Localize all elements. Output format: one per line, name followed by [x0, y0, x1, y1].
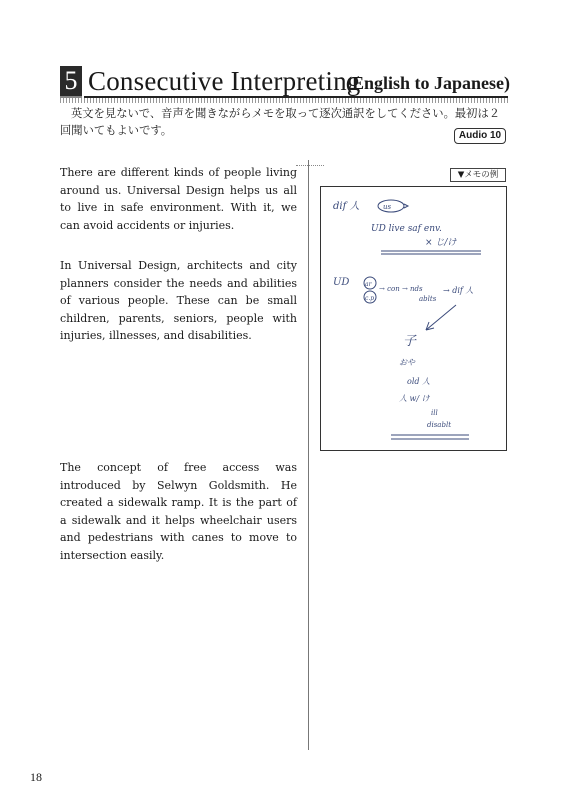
audio-badge[interactable]: Audio 10 [454, 128, 506, 144]
memo-note: → con → nds [379, 285, 423, 293]
memo-note: ar [365, 281, 372, 288]
memo-note: UD live saf env. [371, 224, 442, 234]
memo-example-label: ▼メモの例 [450, 168, 506, 182]
handwritten-memo [321, 187, 506, 450]
memo-note: UD [333, 277, 350, 288]
memo-arrow [426, 305, 456, 330]
section-subtitle: (English to Japanese) [346, 73, 511, 93]
memo-box [320, 186, 507, 451]
memo-note: × じ/け [425, 238, 457, 248]
memo-note: 子 [403, 334, 417, 349]
page-number: 18 [30, 770, 42, 784]
paragraph-3: The concept of free access was introduced by Selwyn Goldsmith. He created a sidewalk ramp. It is the part of a sidewalk and it helps wheelchair users and pedestrians with canes to move to intersection easily. [60, 461, 297, 562]
memo-note: → dif 人 [443, 286, 474, 295]
memo-note: us [383, 203, 392, 211]
memo-note: ill [431, 409, 438, 417]
memo-note: old 人 [407, 377, 431, 386]
memo-note: c.p [365, 295, 375, 302]
instruction-text: 英文を見ないで、音声を聞きながらメモを取って逐次通訳をしてください。最初は２回聞いてもよいです。 [60, 107, 501, 137]
memo-note: 人 w/ け [399, 394, 430, 403]
paragraph-1: There are different kinds of people living around us. Universal Design helps us all to live in safe environment. With it, we can avoid accidents or injuries. [60, 166, 297, 232]
memo-arrow [404, 204, 408, 208]
memo-note: disablt [427, 421, 452, 429]
memo-note: dif 人 [333, 201, 360, 212]
title-hatch-rule [60, 98, 508, 103]
section-number: 5 [60, 66, 82, 98]
column-divider [308, 160, 309, 750]
divider-dotted-tick [296, 165, 324, 167]
memo-note: ablts [419, 295, 437, 303]
paragraph-2: In Universal Design, architects and city planners consider the needs and abilities of various people. These can be small children, parents, seniors, people with injuries, illnesses, and disabilities. [60, 259, 297, 342]
section-title: Consecutive Interpreting [88, 66, 361, 96]
memo-note: おや [399, 358, 415, 367]
